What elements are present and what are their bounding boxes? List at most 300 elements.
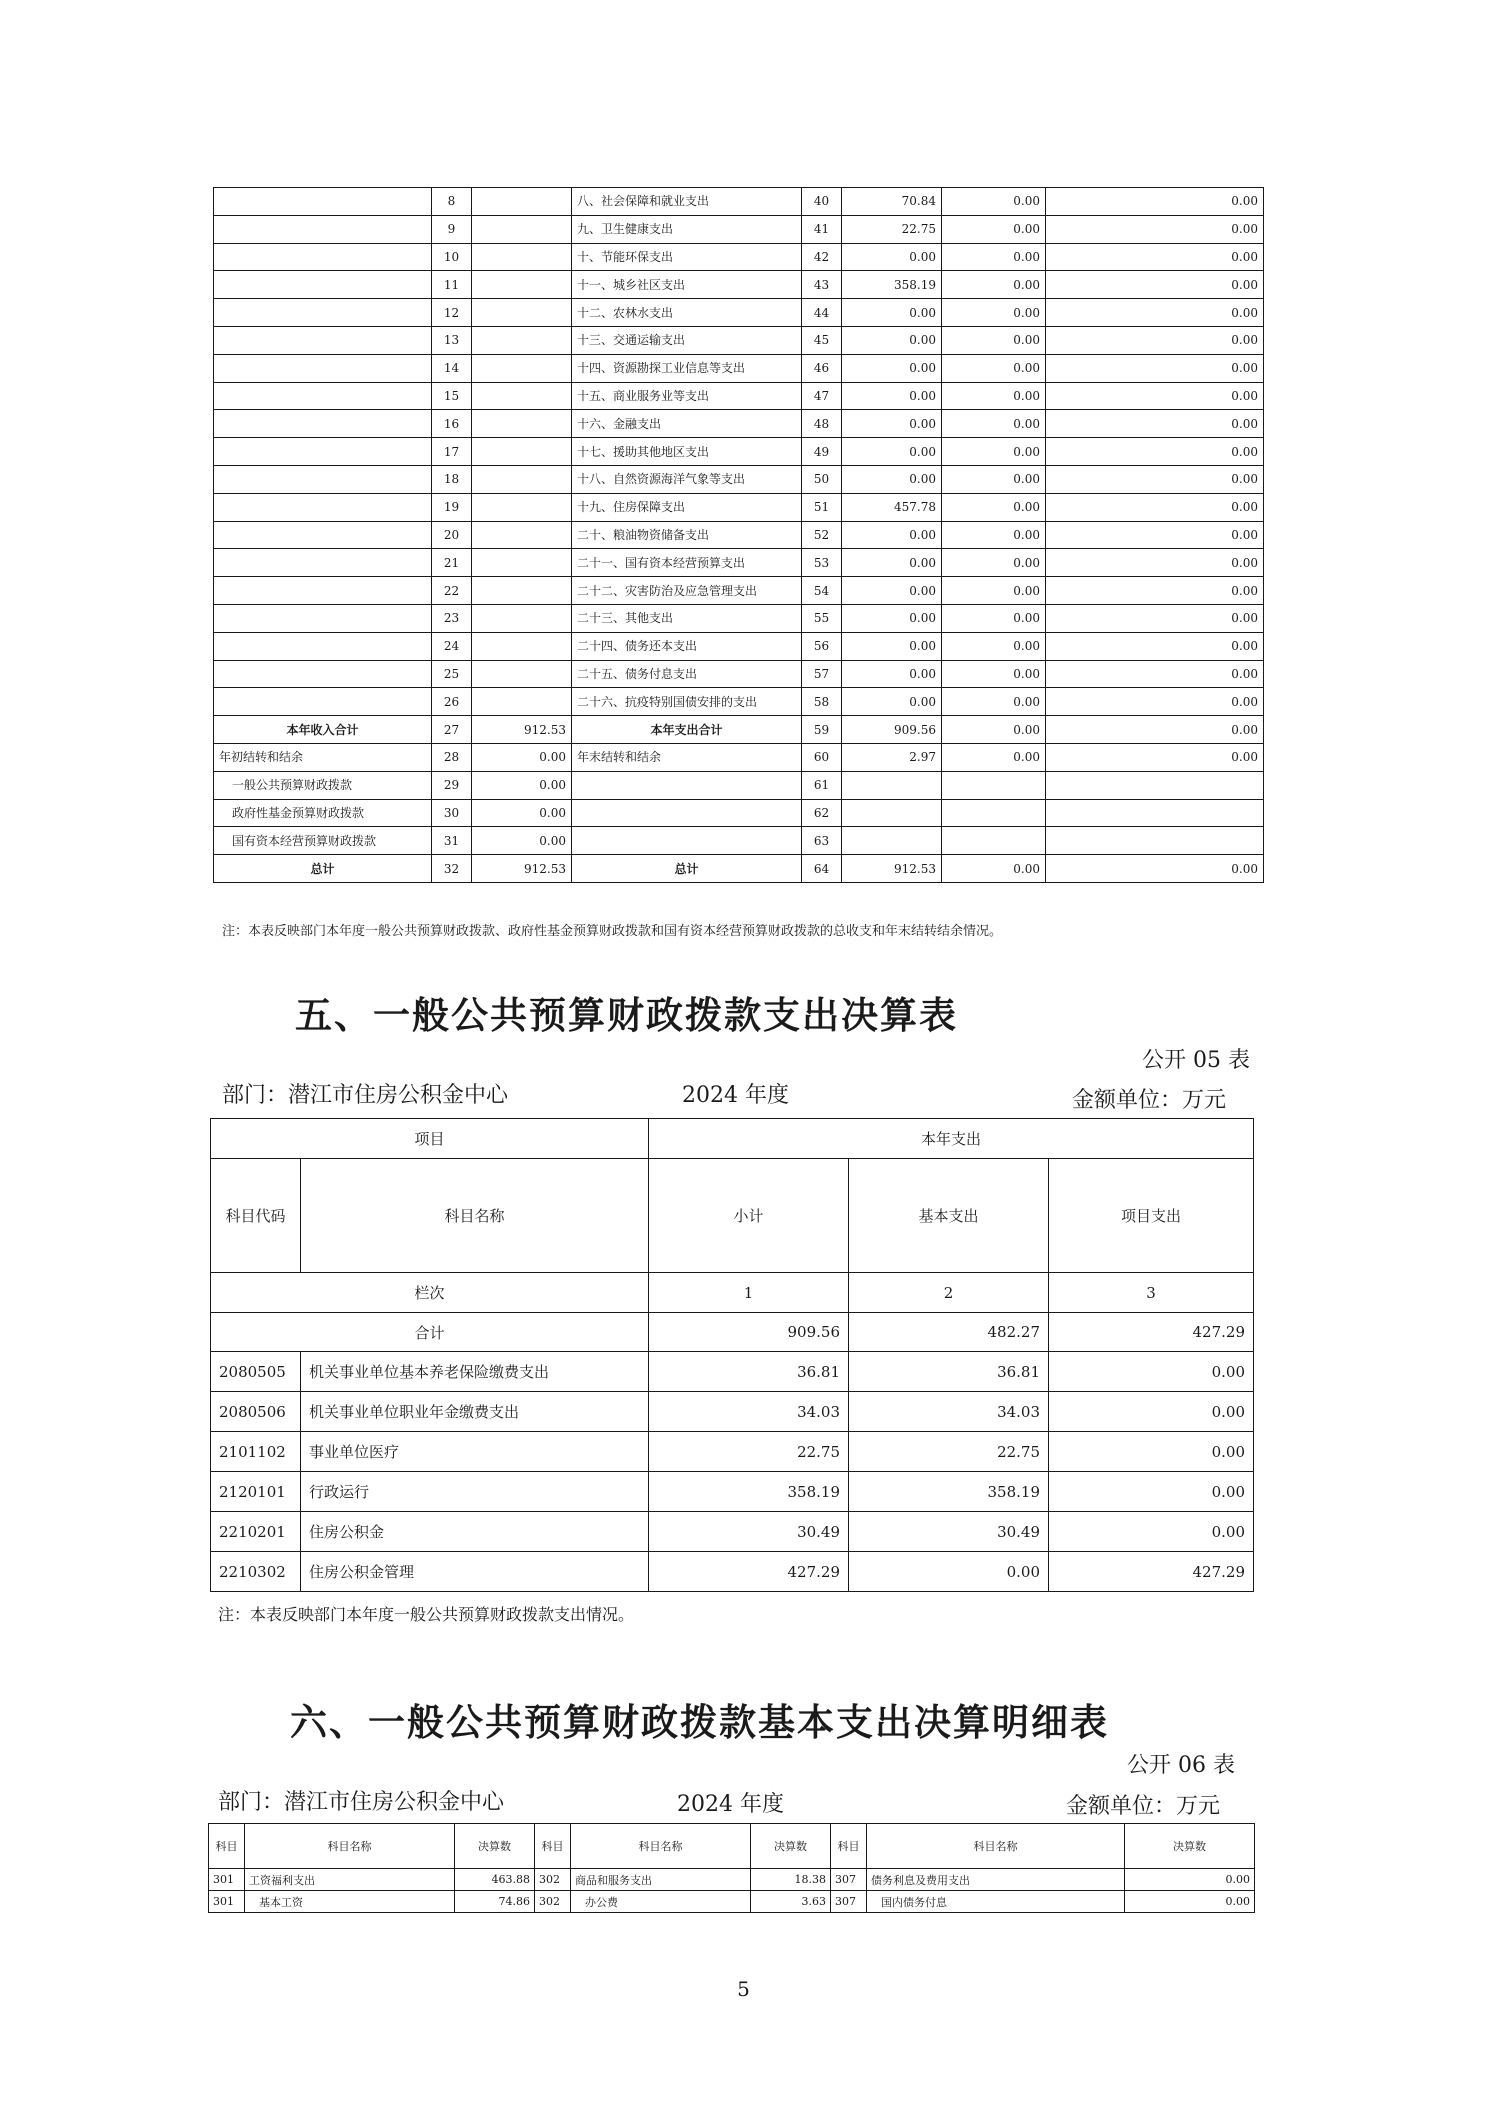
value-2: 0.00: [942, 465, 1046, 493]
left-row-no: 31: [432, 827, 472, 855]
left-value: [472, 521, 572, 549]
basic-value: 34.03: [849, 1392, 1049, 1432]
left-value: [472, 438, 572, 466]
header-item: 项目: [211, 1119, 649, 1159]
value-3: 0.00: [1046, 521, 1264, 549]
subtotal-value: 34.03: [649, 1392, 849, 1432]
cell-empty: [214, 271, 432, 299]
subject-name: 行政运行: [301, 1472, 649, 1512]
expenditure-table: [210, 1118, 1254, 1592]
header-code: 科目代码: [211, 1159, 301, 1273]
total-subtotal: 909.56: [649, 1313, 849, 1352]
subject-code: 2080506: [211, 1392, 301, 1432]
right-row-no: 55: [802, 604, 842, 632]
subject-name: 机关事业单位基本养老保险缴费支出: [301, 1352, 649, 1392]
basic-value: 30.49: [849, 1512, 1049, 1552]
value-2: 0.00: [942, 493, 1046, 521]
subject-name: 住房公积金: [301, 1512, 649, 1552]
left-label: 一般公共预算财政拨款: [214, 771, 432, 799]
table-row: [214, 188, 1264, 216]
table-row: [214, 688, 1264, 716]
value-1: 0.00: [842, 465, 942, 493]
amount-3: 0.00: [1125, 1869, 1255, 1891]
value-2: 0.00: [942, 549, 1046, 577]
section5-title: 五、一般公共预算财政拨款支出决算表: [295, 994, 958, 1037]
code-2: 302: [535, 1869, 571, 1891]
value-3: 0.00: [1046, 688, 1264, 716]
value-3: 0.00: [1046, 577, 1264, 605]
detail-header-name-3: 科目名称: [867, 1824, 1125, 1869]
cell-empty: [214, 438, 432, 466]
cell-empty: [214, 382, 432, 410]
left-value: 0.00: [472, 743, 572, 771]
value-1: 2.97: [842, 743, 942, 771]
table-row: [214, 577, 1264, 605]
expense-label: 十八、自然资源海洋气象等支出: [572, 465, 802, 493]
subtotal-value: 36.81: [649, 1352, 849, 1392]
header-project: 项目支出: [1049, 1159, 1254, 1273]
value-3: 0.00: [1046, 243, 1264, 271]
amount-1: 74.86: [455, 1891, 535, 1913]
subject-code: 2210302: [211, 1552, 301, 1592]
expense-label: 二十五、债务付息支出: [572, 660, 802, 688]
expense-label: 十四、资源勘探工业信息等支出: [572, 354, 802, 382]
detail-header-amount-1: 决算数: [455, 1824, 535, 1869]
right-row-no: 46: [802, 354, 842, 382]
expense-label: [572, 771, 802, 799]
left-row-no: 25: [432, 660, 472, 688]
value-1: 22.75: [842, 215, 942, 243]
left-row-no: 13: [432, 326, 472, 354]
table-row: [214, 632, 1264, 660]
expense-label: 十六、金融支出: [572, 410, 802, 438]
value-2: 0.00: [942, 716, 1046, 744]
left-row-no: 26: [432, 688, 472, 716]
left-label: 年初结转和结余: [214, 743, 432, 771]
left-row-no: 21: [432, 549, 472, 577]
left-value: [472, 299, 572, 327]
value-1: 0.00: [842, 299, 942, 327]
right-row-no: 51: [802, 493, 842, 521]
detail-header-amount-2: 决算数: [751, 1824, 831, 1869]
value-2: [942, 771, 1046, 799]
left-row-no: 27: [432, 716, 472, 744]
section5-form-no: 公开 05 表: [1142, 1048, 1250, 1073]
detail-header-code-3: 科目: [831, 1824, 867, 1869]
left-value: [472, 215, 572, 243]
left-value: [472, 271, 572, 299]
table-row: [214, 465, 1264, 493]
section5-unit: 金额单位：万元: [1072, 1088, 1227, 1113]
right-row-no: 47: [802, 382, 842, 410]
right-row-no: 57: [802, 660, 842, 688]
expense-label: 二十六、抗疫特别国债安排的支出: [572, 688, 802, 716]
value-1: 909.56: [842, 716, 942, 744]
section6-unit: 金额单位：万元: [1066, 1794, 1221, 1819]
value-3: 0.00: [1046, 493, 1264, 521]
value-1: [842, 771, 942, 799]
cell-empty: [214, 299, 432, 327]
table1-note: 注：本表反映部门本年度一般公共预算财政拨款、政府性基金预算财政拨款和国有资本经营预算财政拨款的总收支和年末结转结余情况。: [222, 924, 1003, 939]
left-row-no: 29: [432, 771, 472, 799]
header-basic: 基本支出: [849, 1159, 1049, 1273]
page-number: 5: [737, 1977, 750, 2001]
table-row: [214, 299, 1264, 327]
left-label: 总计: [214, 855, 432, 883]
subject-code: 2120101: [211, 1472, 301, 1512]
value-3: 0.00: [1046, 410, 1264, 438]
right-row-no: 43: [802, 271, 842, 299]
value-1: 0.00: [842, 604, 942, 632]
left-label: 国有资本经营预算财政拨款: [214, 827, 432, 855]
project-value: 0.00: [1049, 1392, 1254, 1432]
value-2: 0.00: [942, 743, 1046, 771]
value-3: 0.00: [1046, 855, 1264, 883]
total-label: 合计: [211, 1313, 649, 1352]
left-row-no: 22: [432, 577, 472, 605]
table-row: [214, 743, 1264, 771]
value-3: 0.00: [1046, 716, 1264, 744]
cell-empty: [214, 493, 432, 521]
value-1: 0.00: [842, 410, 942, 438]
value-1: 0.00: [842, 438, 942, 466]
income-expense-summary-table: [213, 187, 1264, 883]
value-1: 0.00: [842, 660, 942, 688]
left-value: [472, 382, 572, 410]
code-3: 307: [831, 1869, 867, 1891]
left-value: [472, 465, 572, 493]
table-row: [214, 326, 1264, 354]
value-3: 0.00: [1046, 743, 1264, 771]
right-row-no: 62: [802, 799, 842, 827]
project-value: 0.00: [1049, 1512, 1254, 1552]
expense-label: 二十二、灾害防治及应急管理支出: [572, 577, 802, 605]
left-row-no: 32: [432, 855, 472, 883]
section5-dept: 部门：潜江市住房公积金中心: [222, 1083, 509, 1108]
expense-label: 九、卫生健康支出: [572, 215, 802, 243]
table-row: [214, 438, 1264, 466]
table-row: [214, 493, 1264, 521]
subject-name: 事业单位医疗: [301, 1432, 649, 1472]
left-row-no: 18: [432, 465, 472, 493]
table-row: [211, 1432, 1254, 1472]
value-1: [842, 799, 942, 827]
expense-label: 二十、粮油物资储备支出: [572, 521, 802, 549]
detail-header-name-1: 科目名称: [245, 1824, 455, 1869]
left-value: [472, 354, 572, 382]
value-2: 0.00: [942, 660, 1046, 688]
value-3: [1046, 827, 1264, 855]
table-row: [214, 243, 1264, 271]
right-row-no: 45: [802, 326, 842, 354]
right-row-no: 49: [802, 438, 842, 466]
left-value: [472, 188, 572, 216]
subject-code: 2101102: [211, 1432, 301, 1472]
table-row: [214, 855, 1264, 883]
value-1: 0.00: [842, 688, 942, 716]
left-row-no: 16: [432, 410, 472, 438]
value-2: 0.00: [942, 688, 1046, 716]
expense-label: 二十四、债务还本支出: [572, 632, 802, 660]
left-row-no: 10: [432, 243, 472, 271]
code-1: 301: [209, 1869, 245, 1891]
right-row-no: 52: [802, 521, 842, 549]
total-project: 427.29: [1049, 1313, 1254, 1352]
right-row-no: 53: [802, 549, 842, 577]
col-index-3: 3: [1049, 1273, 1254, 1313]
right-row-no: 64: [802, 855, 842, 883]
left-value: 912.53: [472, 716, 572, 744]
value-3: 0.00: [1046, 326, 1264, 354]
right-row-no: 56: [802, 632, 842, 660]
value-2: 0.00: [942, 299, 1046, 327]
table-row: [214, 604, 1264, 632]
section5-note: 注：本表反映部门本年度一般公共预算财政拨款支出情况。: [218, 1605, 635, 1624]
col-index-1: 1: [649, 1273, 849, 1313]
total-basic: 482.27: [849, 1313, 1049, 1352]
subject-code: 2080505: [211, 1352, 301, 1392]
value-2: 0.00: [942, 855, 1046, 883]
subject-name: 机关事业单位职业年金缴费支出: [301, 1392, 649, 1432]
value-3: 0.00: [1046, 215, 1264, 243]
table-row: [209, 1891, 1255, 1913]
expense-label: 十五、商业服务业等支出: [572, 382, 802, 410]
value-3: 0.00: [1046, 632, 1264, 660]
section6-dept: 部门：潜江市住房公积金中心: [218, 1790, 505, 1815]
left-row-no: 19: [432, 493, 472, 521]
cell-empty: [214, 632, 432, 660]
left-row-no: 12: [432, 299, 472, 327]
value-2: 0.00: [942, 410, 1046, 438]
value-1: 358.19: [842, 271, 942, 299]
value-2: 0.00: [942, 382, 1046, 410]
basic-value: 22.75: [849, 1432, 1049, 1472]
cell-empty: [214, 215, 432, 243]
left-row-no: 24: [432, 632, 472, 660]
detail-header-amount-3: 决算数: [1125, 1824, 1255, 1869]
value-3: [1046, 771, 1264, 799]
left-row-no: 15: [432, 382, 472, 410]
value-1: 0.00: [842, 577, 942, 605]
value-1: 0.00: [842, 243, 942, 271]
header-current-year: 本年支出: [649, 1119, 1254, 1159]
header-subtotal: 小计: [649, 1159, 849, 1273]
value-3: 0.00: [1046, 382, 1264, 410]
value-1: 0.00: [842, 354, 942, 382]
right-row-no: 61: [802, 771, 842, 799]
basic-value: 358.19: [849, 1472, 1049, 1512]
left-row-no: 14: [432, 354, 472, 382]
left-value: 0.00: [472, 799, 572, 827]
cell-empty: [214, 688, 432, 716]
subtotal-value: 30.49: [649, 1512, 849, 1552]
value-2: 0.00: [942, 243, 1046, 271]
table-row: [214, 521, 1264, 549]
subject-code: 2210201: [211, 1512, 301, 1552]
left-value: [472, 410, 572, 438]
table-row: [211, 1352, 1254, 1392]
value-2: 0.00: [942, 604, 1046, 632]
left-row-no: 8: [432, 188, 472, 216]
amount-1: 463.88: [455, 1869, 535, 1891]
right-row-no: 48: [802, 410, 842, 438]
value-2: 0.00: [942, 271, 1046, 299]
cell-empty: [214, 410, 432, 438]
left-label: 本年收入合计: [214, 716, 432, 744]
section6-form-no: 公开 06 表: [1127, 1753, 1235, 1778]
name-3: 国内债务付息: [867, 1891, 1125, 1913]
cell-empty: [214, 326, 432, 354]
detail-header-code-2: 科目: [535, 1824, 571, 1869]
value-3: 0.00: [1046, 299, 1264, 327]
project-value: 427.29: [1049, 1552, 1254, 1592]
table-row: [214, 716, 1264, 744]
table-row: [214, 215, 1264, 243]
subject-name: 住房公积金管理: [301, 1552, 649, 1592]
name-2: 办公费: [571, 1891, 751, 1913]
expense-label: 年末结转和结余: [572, 743, 802, 771]
section5-year: 2024 年度: [682, 1083, 789, 1108]
right-row-no: 40: [802, 188, 842, 216]
cell-empty: [214, 549, 432, 577]
expense-label: 八、社会保障和就业支出: [572, 188, 802, 216]
value-2: 0.00: [942, 632, 1046, 660]
value-1: 0.00: [842, 521, 942, 549]
table-row: [214, 827, 1264, 855]
name-1: 基本工资: [245, 1891, 455, 1913]
right-row-no: 41: [802, 215, 842, 243]
right-row-no: 58: [802, 688, 842, 716]
project-value: 0.00: [1049, 1352, 1254, 1392]
amount-2: 3.63: [751, 1891, 831, 1913]
table-row: [214, 354, 1264, 382]
value-1: 70.84: [842, 188, 942, 216]
detail-header-name-2: 科目名称: [571, 1824, 751, 1869]
detail-header-code-1: 科目: [209, 1824, 245, 1869]
value-1: 0.00: [842, 549, 942, 577]
value-2: [942, 827, 1046, 855]
table-row: [214, 771, 1264, 799]
value-1: 912.53: [842, 855, 942, 883]
table-row: [214, 549, 1264, 577]
cell-empty: [214, 243, 432, 271]
expense-label: 总计: [572, 855, 802, 883]
table-row: [211, 1392, 1254, 1432]
left-value: [472, 632, 572, 660]
right-row-no: 50: [802, 465, 842, 493]
right-row-no: 44: [802, 299, 842, 327]
cell-empty: [214, 577, 432, 605]
value-2: [942, 799, 1046, 827]
col-index-2: 2: [849, 1273, 1049, 1313]
project-value: 0.00: [1049, 1432, 1254, 1472]
expense-label: 二十一、国有资本经营预算支出: [572, 549, 802, 577]
expense-label: 二十三、其他支出: [572, 604, 802, 632]
name-1: 工资福利支出: [245, 1869, 455, 1891]
header-name: 科目名称: [301, 1159, 649, 1273]
left-value: [472, 688, 572, 716]
expense-label: 十、节能环保支出: [572, 243, 802, 271]
value-2: 0.00: [942, 438, 1046, 466]
value-3: 0.00: [1046, 354, 1264, 382]
value-3: 0.00: [1046, 188, 1264, 216]
left-row-no: 20: [432, 521, 472, 549]
code-3: 307: [831, 1891, 867, 1913]
value-3: 0.00: [1046, 660, 1264, 688]
table-row: [209, 1869, 1255, 1891]
left-value: [472, 577, 572, 605]
left-row-no: 30: [432, 799, 472, 827]
column-label: 栏次: [211, 1273, 649, 1313]
amount-2: 18.38: [751, 1869, 831, 1891]
cell-empty: [214, 660, 432, 688]
value-1: [842, 827, 942, 855]
value-3: 0.00: [1046, 604, 1264, 632]
section6-title: 六、一般公共预算财政拨款基本支出决算明细表: [290, 1701, 1109, 1744]
right-row-no: 54: [802, 577, 842, 605]
code-1: 301: [209, 1891, 245, 1913]
left-label: 政府性基金预算财政拨款: [214, 799, 432, 827]
amount-3: 0.00: [1125, 1891, 1255, 1913]
expense-label: 十九、住房保障支出: [572, 493, 802, 521]
left-value: [472, 604, 572, 632]
expense-label: [572, 827, 802, 855]
table-row: [211, 1472, 1254, 1512]
table-row: [211, 1512, 1254, 1552]
value-3: 0.00: [1046, 271, 1264, 299]
value-2: 0.00: [942, 326, 1046, 354]
left-row-no: 17: [432, 438, 472, 466]
section6-year: 2024 年度: [677, 1792, 784, 1817]
left-value: [472, 243, 572, 271]
value-2: 0.00: [942, 521, 1046, 549]
table-row: [214, 410, 1264, 438]
cell-empty: [214, 465, 432, 493]
table-row: [214, 799, 1264, 827]
code-2: 302: [535, 1891, 571, 1913]
right-row-no: 63: [802, 827, 842, 855]
left-value: 912.53: [472, 855, 572, 883]
project-value: 0.00: [1049, 1472, 1254, 1512]
value-3: [1046, 799, 1264, 827]
table-row: [214, 271, 1264, 299]
table-row: [211, 1552, 1254, 1592]
basic-value: 0.00: [849, 1552, 1049, 1592]
cell-empty: [214, 188, 432, 216]
value-1: 0.00: [842, 632, 942, 660]
table-row: [214, 382, 1264, 410]
value-2: 0.00: [942, 215, 1046, 243]
value-3: 0.00: [1046, 549, 1264, 577]
cell-empty: [214, 521, 432, 549]
table-row: [214, 660, 1264, 688]
expense-label: 十二、农林水支出: [572, 299, 802, 327]
left-value: 0.00: [472, 827, 572, 855]
left-value: 0.00: [472, 771, 572, 799]
value-2: 0.00: [942, 354, 1046, 382]
name-2: 商品和服务支出: [571, 1869, 751, 1891]
cell-empty: [214, 604, 432, 632]
expense-label: 十七、援助其他地区支出: [572, 438, 802, 466]
left-value: [472, 493, 572, 521]
subtotal-value: 22.75: [649, 1432, 849, 1472]
left-row-no: 23: [432, 604, 472, 632]
value-1: 0.00: [842, 382, 942, 410]
left-row-no: 11: [432, 271, 472, 299]
right-row-no: 60: [802, 743, 842, 771]
subtotal-value: 358.19: [649, 1472, 849, 1512]
right-row-no: 42: [802, 243, 842, 271]
